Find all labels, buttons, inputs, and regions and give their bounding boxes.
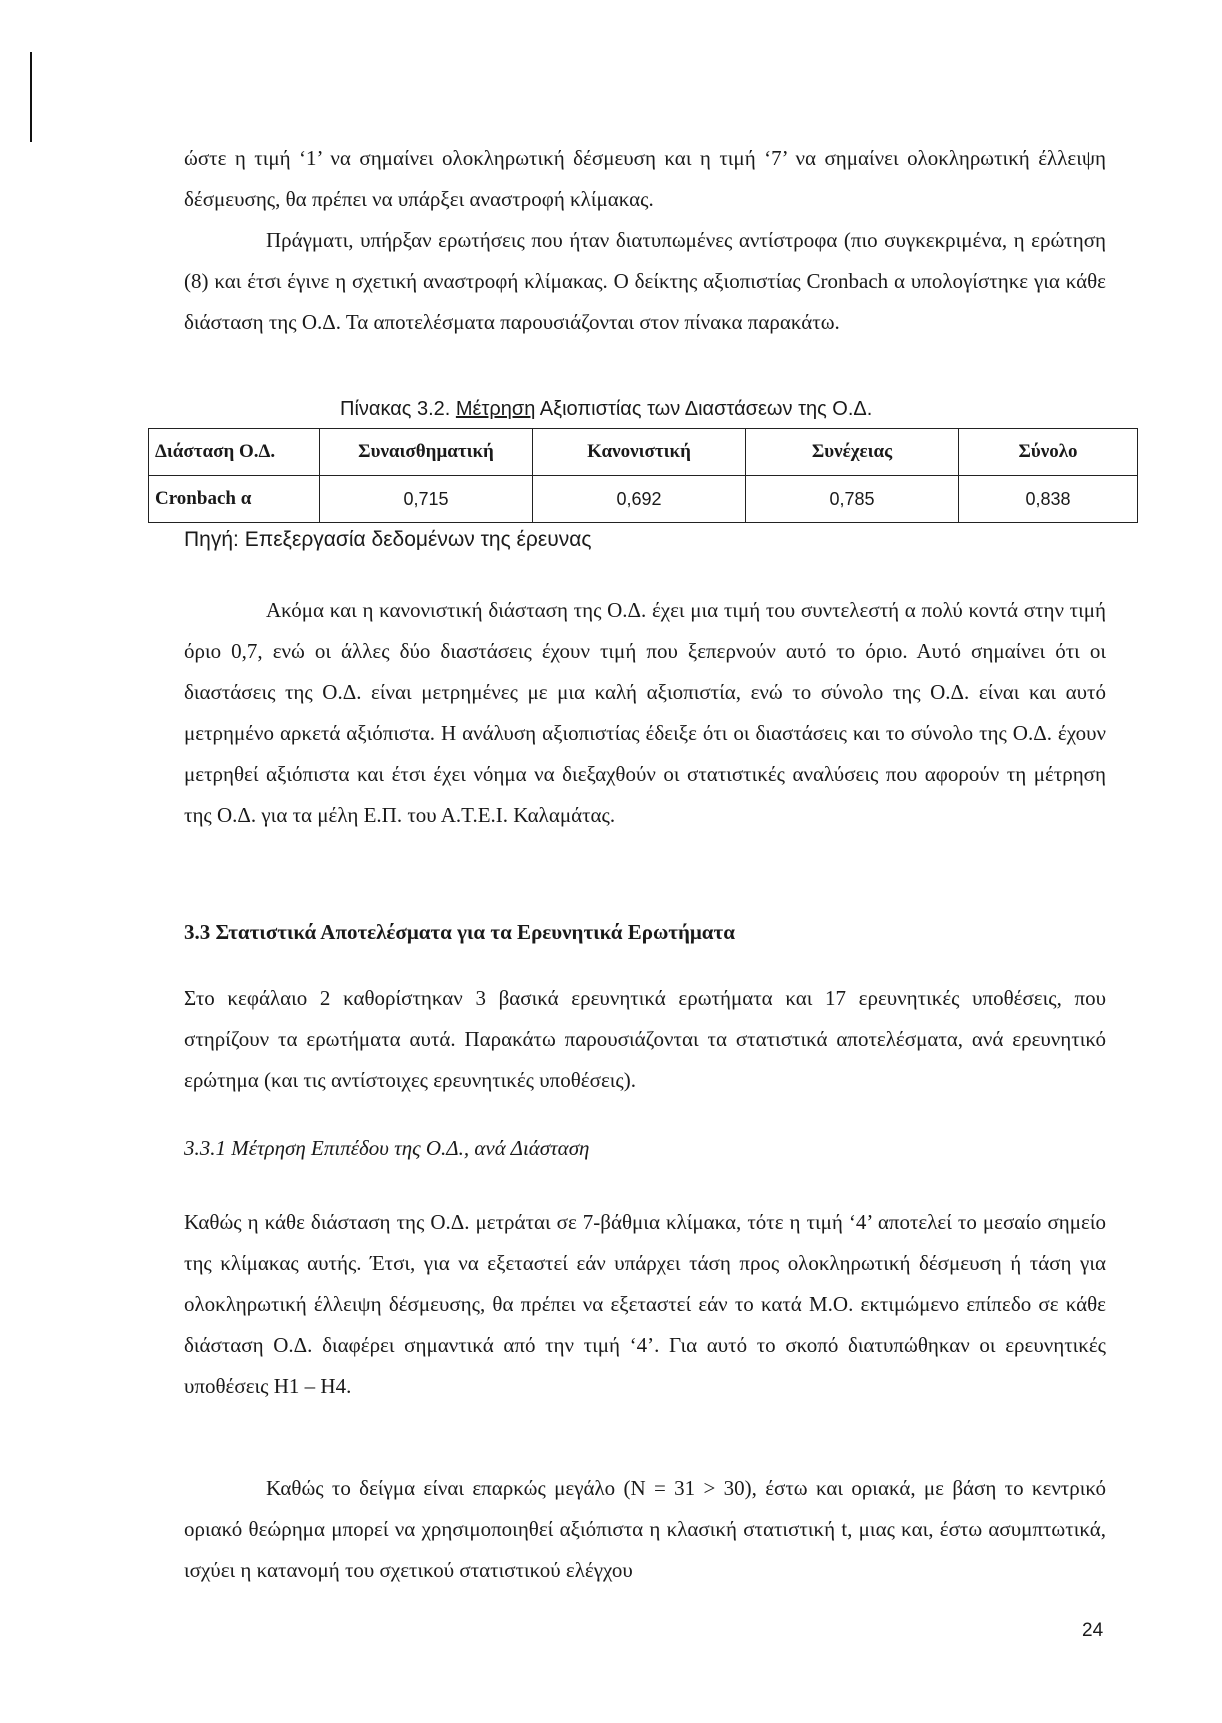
caption-suffix: Αξιοπιστίας των Διαστάσεων της Ο.Δ. [535,398,873,420]
paragraph-3 [184,590,1106,836]
table-header-row [149,429,1138,476]
section-heading: 3.3 Στατιστικά Αποτελέσματα για τα Ερευνητικά Ερωτήματα [184,920,735,944]
paragraph-2 [184,220,1106,343]
value-affective: 0,715 [320,476,533,523]
paragraph-6-text: Καθώς το δείγμα είναι επαρκώς μεγάλο (N = 31 > 30), έστω και οριακά, με βάση το κεντρικό οριακό θεώρημα μπορεί να χρησιμοποιηθεί αξιόπιστα η κλασική στατιστική t, μιας και, έστω ασυμπτωτικά, ισχύει η κατανομή του σχετικού στατιστικού ελέγχου [184,1476,1106,1582]
page-number: 24 [1082,1620,1104,1641]
header-continuance: Συνέχειας [746,429,959,476]
row-label: Cronbach α [149,476,320,523]
subsection-heading: 3.3.1 Μέτρηση Επιπέδου της Ο.Δ., ανά Διάσταση [184,1136,590,1160]
caption-underlined: Μέτρηση [455,398,536,420]
paragraph-2-text: Πράγματι, υπήρξαν ερωτήσεις που ήταν διατυπωμένες αντίστροφα (πιο συγκεκριμένα, η ερώτηση (8) και έτσι έγινε η σχετική αναστροφή κλίμακας. Ο δείκτης αξιοπιστίας Cronbach α υπολογίστηκε για κάθε διάσταση της Ο.Δ. Τα αποτελέσματα παρουσιάζονται στον πίνακα παρακάτω. [184,228,1106,334]
header-normative: Κανονιστική [533,429,746,476]
paragraph-4: Στο κεφάλαιο 2 καθορίστηκαν 3 βασικά ερευνητικά ερωτήματα και 17 ερευνητικές υποθέσεις, που στηρίζουν τα ερωτήματα αυτά. Παρακάτω παρουσιάζονται τα στατιστικά αποτελέσματα, ανά ερευνητικό ερώτημα (και τις αντίστοιχες ερευνητικές υποθέσεις). [184,986,1106,1092]
table-row [149,476,1138,523]
paragraph-6 [184,1468,1106,1591]
value-total: 0,838 [959,476,1138,523]
table-caption [340,398,872,421]
header-affective: Συναισθηματική [320,429,533,476]
paragraph-5: Καθώς η κάθε διάσταση της Ο.Δ. μετράται σε 7-βάθμια κλίμακα, τότε η τιμή ‘4’ αποτελεί το μεσαίο σημείο της κλίμακας αυτής. Έτσι, για να εξεταστεί εάν υπάρχει τάση προς ολοκληρωτική δέσμευση ή τάση για ολοκληρωτική έλλειψη δέσμευσης, θα πρέπει να εξεταστεί εάν το κατά Μ.Ο. εκτιμώμενο επίπεδο σε κάθε διάσταση Ο.Δ. διαφέρει σημαντικά από την τιμή ‘4’. Για αυτό το σκοπό διατυπώθηκαν οι ερευνητικές υποθέσεις Η1 – Η4. [184,1210,1106,1398]
header-dimension: Διάσταση Ο.Δ. [149,429,320,476]
value-continuance: 0,785 [746,476,959,523]
header-total: Σύνολο [959,429,1138,476]
margin-rule [30,52,32,142]
table-source: Πηγή: Επεξεργασία δεδομένων της έρευνας [184,528,592,551]
value-normative: 0,692 [533,476,746,523]
paragraph-1: ώστε η τιμή ‘1’ να σημαίνει ολοκληρωτική δέσμευση και η τιμή ‘7’ να σημαίνει ολοκληρωτική έλλειψη δέσμευσης, θα πρέπει να υπάρξει αναστροφή κλίμακας. [184,146,1106,211]
paragraph-3-text: Ακόμα και η κανονιστική διάσταση της Ο.Δ. έχει μια τιμή του συντελεστή α πολύ κοντά στην τιμή όριο 0,7, ενώ οι άλλες δύο διαστάσεις έχουν τιμή που ξεπερνούν αυτό το όριο. Αυτό σημαίνει ότι οι διαστάσεις της Ο.Δ. είναι μετρημένες με μια καλή αξιοπιστία, ενώ το σύνολο της Ο.Δ. είναι και αυτό μετρημένο αρκετά αξιόπιστα. Η ανάλυση αξιοπιστίας έδειξε ότι οι διαστάσεις και το σύνολο της Ο.Δ. έχουν μετρηθεί αξιόπιστα και έτσι έχει νόημα να διεξαχθούν οι στατιστικές αναλύσεις που αφορούν τη μέτρηση της Ο.Δ. για τα μέλη Ε.Π. του Α.Τ.Ε.Ι. Καλαμάτας. [184,598,1106,827]
caption-prefix: Πίνακας 3.2. [340,398,456,420]
reliability-table [148,428,1138,523]
